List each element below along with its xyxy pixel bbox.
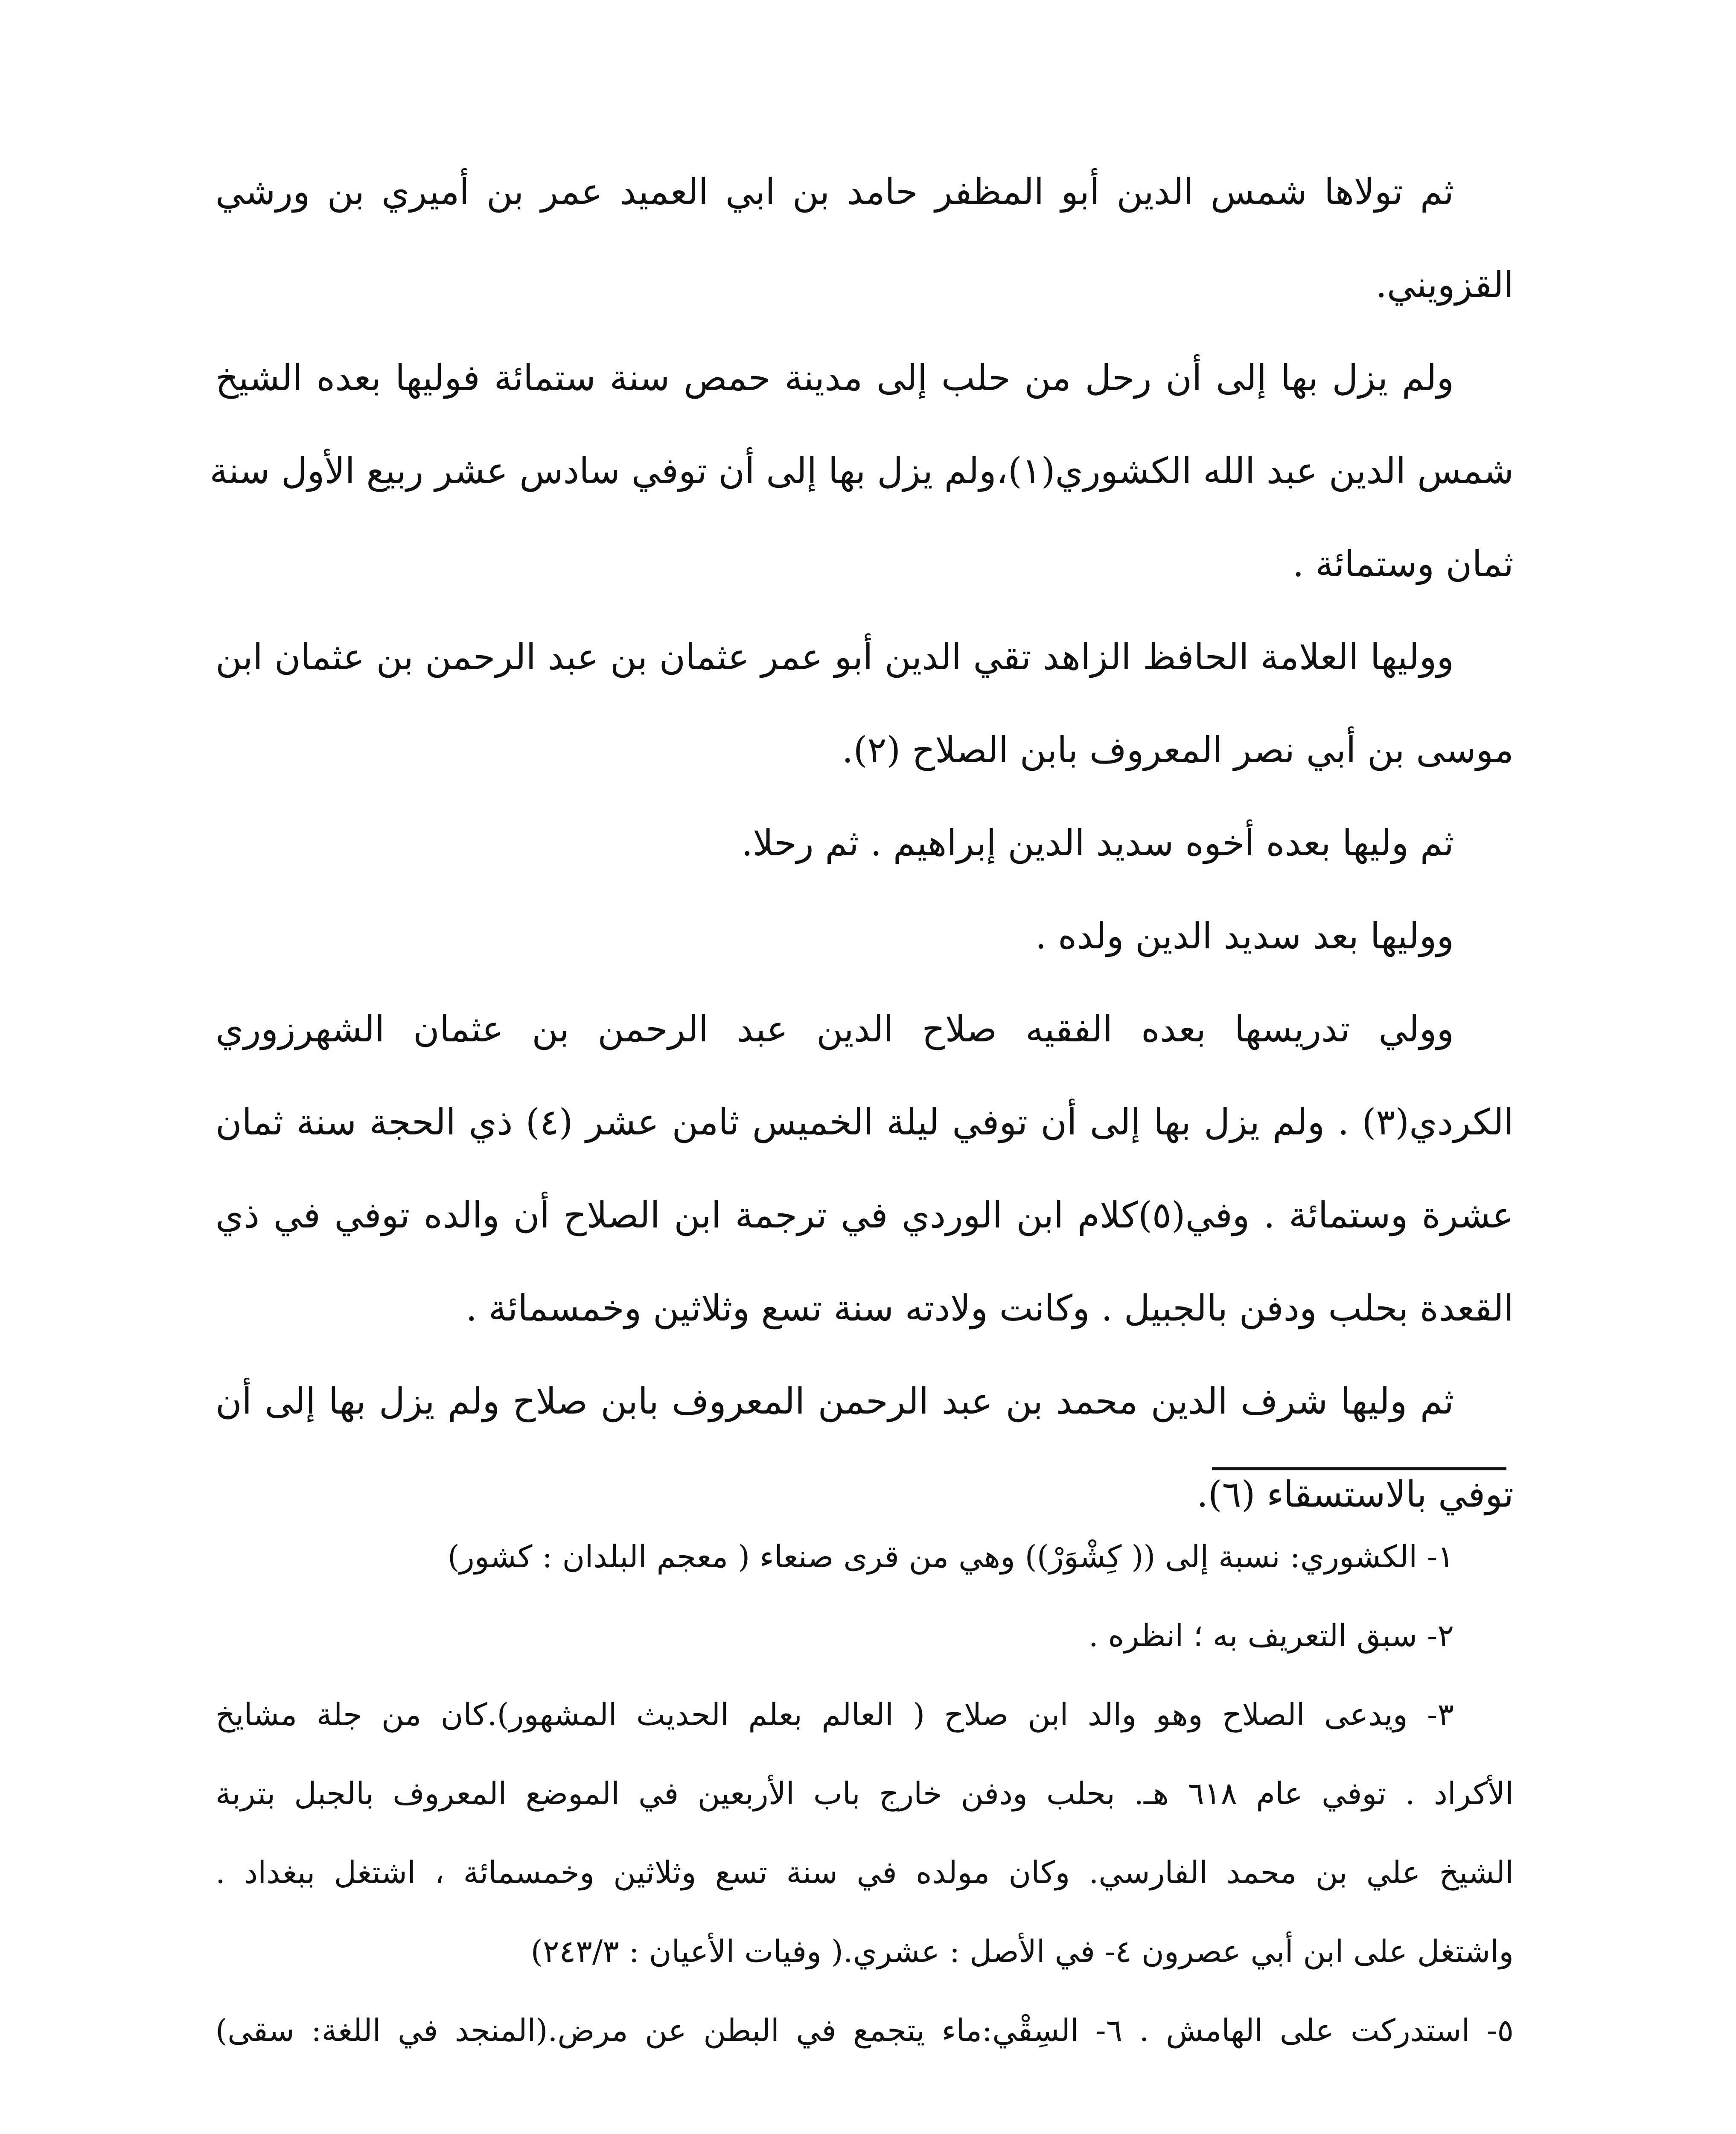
text-line-4: شمس الدين عبد الله الكشوري(١)،ولم يزل بها إلى أن توفي سادس عشر ربيع الأول سنة — [210, 450, 1514, 492]
footnote-5-6: ٥- استدركت على الهامش . ٦- السِقْي:ماء يتجمع في البطن عن مرض.(المنجد في اللغة: سقى) — [216, 2012, 1514, 2048]
text-line-1: ثم تولاها شمس الدين أبو المظفر حامد بن ابي العميد عمر بن أميري بن ورشي — [216, 171, 1454, 213]
text-line-10: وولي تدريسها بعده الفقيه صلاح الدين عبد الرحمن بن عثمان الشهرزوري — [216, 1008, 1454, 1050]
text-line-7: موسى بن أبي نصر المعروف بابن الصلاح (٢). — [842, 729, 1514, 771]
footnote-1: ١- الكشوري: نسبة إلى (( كِشْوَرْ)) وهي من قرى صنعاء ( معجم البلدان : كشور) — [447, 1539, 1454, 1574]
text-line-8: ثم وليها بعده أخوه سديد الدين إبراهيم . ثم رحلا. — [741, 822, 1454, 864]
text-line-3: ولم يزل بها إلى أن رحل من حلب إلى مدينة حمص سنة ستمائة فوليها بعده الشيخ — [216, 357, 1454, 399]
text-line-12: عشرة وستمائة . وفي(٥)كلام ابن الوردي في ترجمة ابن الصلاح أن والده توفي في ذي — [216, 1194, 1514, 1236]
footnote-2: ٢- سبق التعريف به ؛ انظره . — [1088, 1618, 1454, 1653]
text-line-6: ووليها العلامة الحافظ الزاهد تقي الدين أبو عمر عثمان بن عبد الرحمن بن عثمان ابن — [216, 636, 1454, 678]
main-text — [210, 145, 1514, 1541]
text-line-9: ووليها بعد سديد الدين ولده . — [1035, 915, 1454, 957]
text-line-15: توفي بالاستسقاء (٦). — [1197, 1473, 1514, 1515]
footnote-3-cont-1: الأكراد . توفي عام ٦١٨ هـ. بحلب ودفن خارج باب الأربعين في الموضع المعروف بالجبل بتربة — [216, 1775, 1514, 1811]
footnote-3-4: واشتغل على ابن أبي عصرون ٤- في الأصل : عشري.( وفيات الأعيان : ٢٤٣/٣) — [530, 1933, 1514, 1969]
footnotes — [216, 1517, 1514, 2070]
text-line-11: الكردي(٣) . ولم يزل بها إلى أن توفي ليلة الخميس ثامن عشر (٤) ذي الحجة سنة ثمان — [216, 1101, 1514, 1143]
text-line-14: ثم وليها شرف الدين محمد بن عبد الرحمن المعروف بابن صلاح ولم يزل بها إلى أن — [216, 1380, 1454, 1422]
text-line-2: القزويني. — [1375, 264, 1514, 306]
footnote-3: ٣- ويدعى الصلاح وهو والد ابن صلاح ( العالم بعلم الحديث المشهور).كان من جلة مشايخ — [216, 1697, 1454, 1732]
footnote-3-cont-2: الشيخ علي بن محمد الفارسي. وكان مولده في سنة تسع وثلاثين وخمسمائة ، اشتغل ببغداد . — [216, 1854, 1514, 1890]
text-line-13: القعدة بحلب ودفن بالجبيل . وكانت ولادته سنة تسع وثلاثين وخمسمائة . — [466, 1287, 1514, 1329]
text-line-5: ثمان وستمائة . — [1292, 543, 1514, 585]
footnote-divider — [1212, 1467, 1506, 1470]
